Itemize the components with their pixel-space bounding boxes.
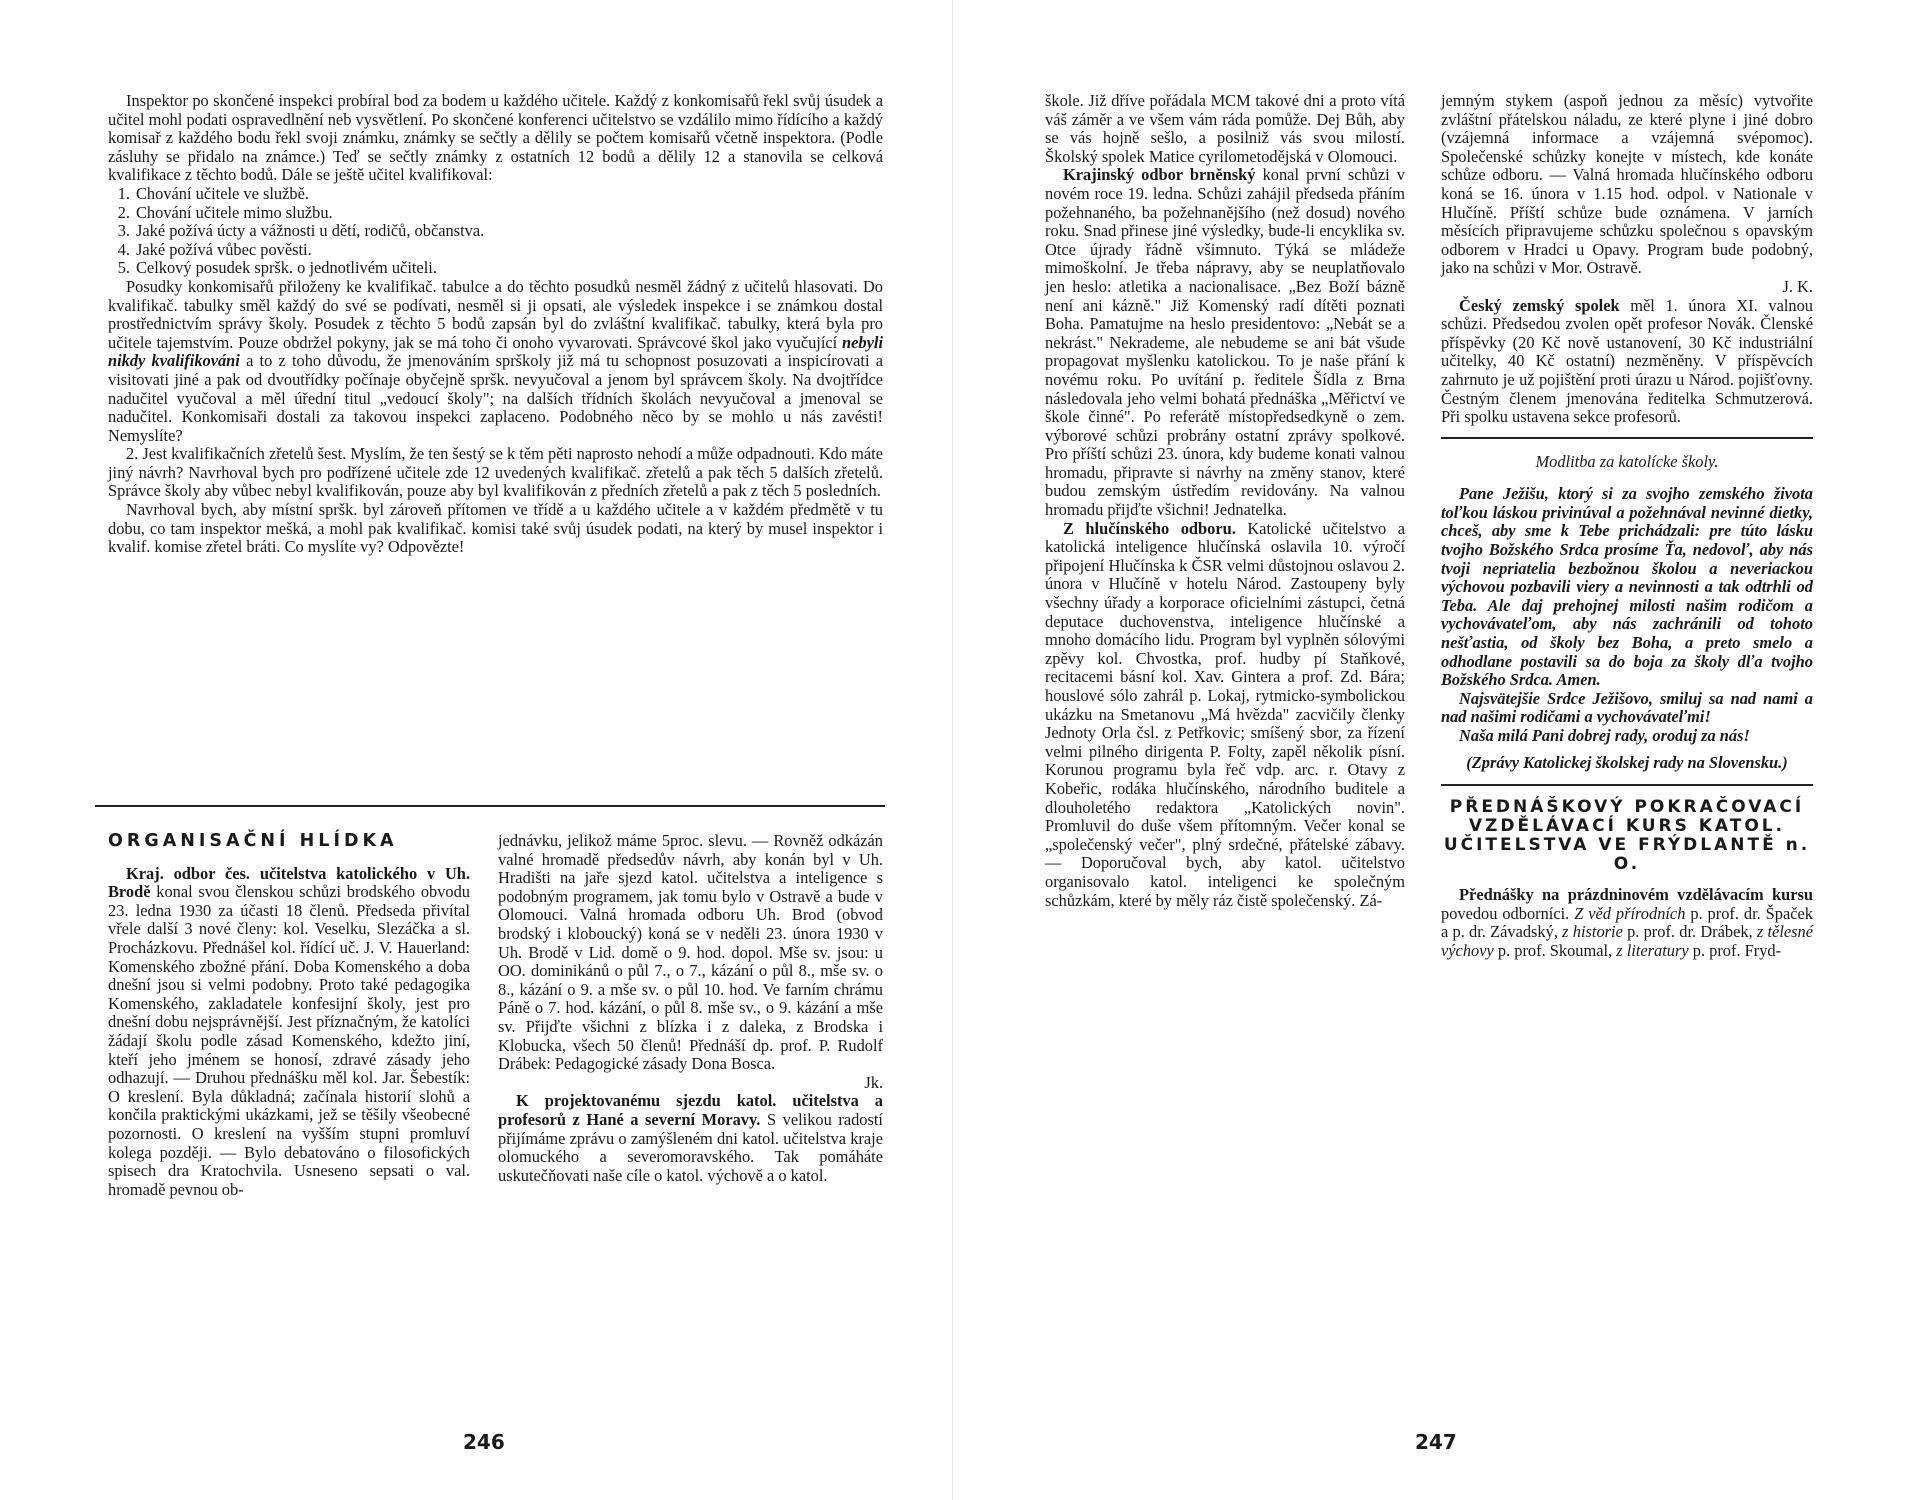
column-1 [1045,92,1405,910]
paragraph: jednávku, jelikož máme 5proc. slevu. — Rovněž odkázán valné hromadě předsedův návrh, aby konán byl v Uh. Hradišti na jaře sjezd katol. učitelstva a inteligence s podobným programem, jak tomu bylo v Ostravě a bude v Olomouci. Valná hromada odboru Uh. Brod (obvod brodský i kloboucký) koná se v neděli 23. února 1930 v Uh. Brodě v Lid. domě o 9. hod. dopol. Mše sv. jsou: u OO. dominikánů o půl 7., o 7., kázání o půl 8., mše sv. o 8., kázání o 9. a mše sv. o půl 10. hod. Ve farním chrámu Páně o 7. hod. kázání, o půl 8. mše sv., o 9. kázání a mše sv. Přijďte všichni z blízka i z daleka, z Brodska i Klobucka, všech 50 členů! Přednáší dp. prof. P. Rudolf Drábek: Pedagogické zásady Dona Bosca. [498,831,883,1074]
article-head: Krajinský odbor brněnský [1063,165,1256,185]
list-item: 1. Chování učitele ve službě. [117,183,309,203]
prayer-title: Modlitba za katolícke školy. [1535,451,1719,471]
page-247 [953,0,1906,1500]
paragraph: 2. Jest kvalifikačních zřetelů šest. Myslím, že ten šestý se k těm pěti naprosto nehodí a může odpadnouti. Kdo máte jiný návrh? Navrhoval bych pro podřízené učitele zde 12 uvedených kvalifikač. zřetelů a pak těch 5 dalších zřetelů. Správce školy aby vůbec nebyl kvalifikován, pouze aby byl kvalifikován z předních zřetelů a pak z těch 5 posledních. [108,444,884,501]
paragraph: K projektovanému sjezdu katol. učitelstva a profesorů z Hané a severní Moravy. S velikou radostí přijímáme zprávu o zamýšleném dni katol. učitelstva kraje olomuckého a severomoravského. Tak pomáháte uskutečňovati naše cíle o katol. výchově a o katol. [498,1091,883,1185]
article-kvalifikace [108,92,883,557]
page-number: 247 [1415,1430,1457,1454]
column-1 [108,832,470,1199]
column-2 [1441,92,1813,961]
paragraph: Kraj. odbor čes. učitelstva katolického v Uh. Brodě konal svou členskou schůzi brodského obvodu 23. ledna 1930 za účasti 18 členů. Předseda přivítal vřele další 3 nové členy: kol. Veselku, Slezáčka a sl. Procházkovu. Přednášel kol. řídící uč. J. V. Hauerland: Komenského zbožné přání. Doba Komenského a doba dnešní jsou si velmi podobny. Proto také pedagogika Komenského, zakladatele konfesijní školy, jest pro dnešní dobu nejsprávnější. Jest příznačným, že katolíci žádají školu podle zásad Komenského, kdežto jiní, kteří jeho jménem se honosí, zdravé zásady jeho odhazují. — Druhou přednášku měl kol. Jar. Šebestík: O kreslení. Byla důkladná; začínala historií slohů a končila praktickými ukázkami, jež se těšily všeobecné pozornosti. O kreslení na vyšším stupni promluví kolega později. — Bylo debatováno o filosofických spisech dra Kratochvila. Usneseno sepsati o val. hromadě pevnou ob- [108,863,470,1199]
article-head: K projektovanému sjezdu katol. učitelstva a profesorů z Hané a severní Moravy. [498,1091,883,1129]
emphasis: nebyli nikdy kvalifikováni [108,332,883,371]
list-item: 3. Jaké požívá úcty a vážnosti u dětí, rodičů, občanstva. [117,221,485,241]
divider [1441,784,1813,786]
section-title: ORGANISAČNÍ HLÍDKA [108,831,398,851]
article-head: Přednášky na prázdninovém vzdělávacím kursu [1459,885,1813,905]
list-item: 2. Chování učitele mimo službu. [117,202,333,222]
qualification-list [108,185,883,278]
paragraph: Český zemský spolek měl 1. února XI. valnou schůzi. Předsedou zvolen opět profesor Novák. Členské příspěvky (20 Kč nově ustanovení, 30 Kč industriální učitelky, 40 Kč ostatní) nezměněny. V příspěvcích zahrnuto je už pojištění proti úrazu u Národ. pojišťovny. Čestným členem jmenována ředitelka Schmutzerová. Při spolku ustavena sekce profesorů. [1441,295,1813,427]
divider [95,805,885,807]
article-title: PŘEDNÁŠKOVÝ POKRAČOVACÍ VZDĚLÁVACÍ KURS KATOL. UČITELSTVA VE FRÝDLANTĚ n. O. [1443,797,1811,875]
article-head: Český zemský spolek [1459,295,1620,315]
signature: J. K. [1782,276,1813,296]
paragraph: Krajinský odbor brněnský konal první schůzi v novém roce 19. ledna. Schůzi zahájil předseda přáním požehnaného, ba požehnanějšího (než dosud) nového roku. Snad přinese jiné výsledky, bude-li encyklika sv. Otce újrady řádně všimnuto. Týká se mládeže mimoškolní. Je třeba nápravy, aby se neuplatňovalo jen heslo: atletika a nacionalisace. „Bez Boží bázně není ani kázně." Již Komenský radí dítěti poznati Boha. Pamatujme na heslo presidentovo: „Nebát se a nekrást." Nekrademe, ale nebudeme se ani bát všude propagovat myšlenku katolickou. To je naše přání k novému roku. Po uvítání p. ředitele Šídla z Brna následovala jeho velmi bohatá přednáška „Měřictví ve škole činné". Po referátě místopředsedkyně o zem. výborové schůzi probrány ostatní zprávy spolkové. Pro příští schůzi 23. února, kdy budeme konati valnou hromadu, připravte si návrhy na změny stanov, které budou zemským ústředím revidovány. Na valnou hromadu přijďte všichni! Jednatelka. [1045,165,1405,520]
paragraph: Pane Ježišu, ktorý si za svojho zemského života toľkou láskou privinúval a požehnával nevinné dietky, chceš, aby sme k Tebe prichádzali: pre túto lásku tvojho Božského Srdca prosíme Ťa, nedovoľ, aby nás tvoji nepriatelia bezbožnou školou a neveriackou výchovou pozbavili viery a nevinnosti a tak odtrhli od Teba. Ale daj prehojnej milosti našim rodičom a vychovávateľom, aby nás zachránili od tohoto nešťastia, od školy bez Boha, a preto smelo a odhodlane postavili sa do boja za školy dľa tvojho Božského Srdca. Amen. [1441,484,1813,690]
prayer [1441,485,1813,772]
signature: Jk. [864,1072,883,1092]
column-2 [498,832,883,1185]
list-item: 4. Jaké požívá vůbec pověsti. [117,239,312,259]
paragraph: Navrhoval bych, aby místní spršk. byl zároveň přítomen ve třídě a u každého učitele a v každém předmětě v tu dobu, co tam inspektor mešká, a mohl pak kvalifikač. komisi také svůj úsudek podati, na který by musel inspektor i kvalif. komise zřetel bráti. Co myslíte vy? Odpovězte! [108,500,883,557]
article-head: Kraj. odbor čes. učitelstva katolického v Uh. Brodě [108,863,470,902]
article-head: Z hlučínského odboru. [1063,518,1236,538]
paragraph: Naša milá Pani dobrej rady, oroduj za nás! [1459,726,1750,745]
paragraph: Najsvätejšie Srdce Ježišovo, smiluj sa nad nami a nad našimi rodičami a vychovávateľmi! [1441,688,1813,727]
page-number: 246 [463,1430,505,1454]
paragraph: Inspektor po skončené inspekci probíral bod za bodem u každého učitele. Každý z konkomisařů řekl svůj úsudek a učitel mohl podati ospravedlnění neb vysvětlení. Po skončené konferenci učitelstvo se vzdálilo mimo řídícího a každý komisař z každého bodu řekl svoji známku, známky se sečtly a dělily se počtem komisařů včetně inspektora. (Podle zásluhy se přidalo na známce.) Teď se sečtly známky z ostatních 12 bodů a dělily 12 a stanovila se celková kvalifikace z těchto bodů. Dále se ještě učitel kvalifikoval: [108,91,883,185]
paragraph: škole. Již dříve pořádala MCM takové dni a proto vítá váš záměr a ve všem vám ráda pomůže. Dej Bůh, aby se vás hojně sešlo, a posilniž vás svou milostí. Školský spolek Matice cyrilometodějská v Olomouci. [1045,91,1405,166]
list-item: 5. Celkový posudek spršk. o jednotlivém učiteli. [117,258,437,278]
prayer-source: (Zprávy Katolickej školskej rady na Slovensku.) [1466,752,1788,772]
paragraph: Přednášky na prázdninovém vzdělávacím kursu povedou odborníci. Z věd přírodních p. prof. dr. Špaček a p. dr. Závadský, z historie p. prof. dr. Drábek, z tělesné výchovy p. prof. Skoumal, z literatury p. prof. Fryd- [1441,885,1814,960]
paragraph: Z hlučínského odboru. Katolické učitelstvo a katolická inteligence hlučínská oslavila 10. výročí připojení Hlučínska k ČSR velmi důstojnou oslavou 2. února v Hlučíně v hotelu Národ. Zastoupeny byly všechny úřady a korporace oficielními zástupci, četná deputace duchovenstva, inteligence hlučínské a mnoho domácího lidu. Program byl vyplněn sólovými zpěvy kol. Chvostka, prof. hudby pí Staňkové, recitacemi básní kol. Xav. Gintera a prof. Zd. Bára; houslové sólo zahrál p. Lokaj, rytmicko-symbolickou ukázku na Smetanovu „Má hvězda" zacvičily členky Jednoty Orla čsl. z Petřkovic; smíšený sbor, za řízení velmi pilného dirigenta P. Folty, zapěl několik písní. Korunou programu byla řeč vdp. arc. r. Otavy z Kobeřic, rodáka hlučínského, národního buditele a dlouholetého redaktora „Katolických novin". Promluvil do duše všem přítomným. Večer konal se „společenský večer", plný srdečné, přátelské zábavy. — Doporučoval bych, aby katol. učitelstvo organisovalo katol. inteligenci ke společným schůzkám, které by měly ráz čistě společenský. Zá- [1045,518,1405,910]
paragraph: Posudky konkomisařů přiloženy ke kvalifikač. tabulce a do těchto posudků nesměl žádný z učitelů hlasovati. Do kvalifikač. tabulky směl každý do své se podívati, nesměl si ji opsati, ale výsledek inspekce i se známkou dostal prostřednictvím správy školy. Posudek z těchto 5 bodů zapsán byl do zvláštní kvalifikač. tabulky, která byla pro učitele tajemstvím. Pouze obdržel pokyny, jak se má toho či onoho vyvarovati. Správcové škol jako vyučující nebyli nikdy kvalifikováni a to z toho důvodu, že jmenováním sprškoly již má tu schopnost posuzovati a inspicírovati a visitovati jiné a pak od dvoutřídky počínaje obyčejně spršk. nevyučoval a jenom byl správcem školy. Na dvojtřídce nadučitel vyučoval a měl úřední titul „vedoucí školy"; na dalších třídních školách nevyučoval a jmenoval se nadučitel. Konkomisaři dostali za takovou inspekci zaplaceno. Podobného něco by se mohlo u nás zavésti! Nemyslíte? [108,276,883,445]
divider [1441,437,1813,439]
paragraph: jemným stykem (aspoň jednou za měsíc) vytvořite zvláštní přátelskou náladu, ze které plyne i jiné dobro (vzájemná informace a vzájemná svépomoc). Společenské schůzky konejte v místech, kde konáte schůze odboru. — Valná hromada hlučínského odboru koná se 16. února v 1.15 hod. odpol. v Nationale v Hlučíně. Příští schůze bude oznámena. V jarních měsících připravujeme schůzku společnou s opavským odborem v Hradci u Opavy. Program bude podobný, jako na schůzi v Mor. Ostravě. [1441,91,1813,278]
